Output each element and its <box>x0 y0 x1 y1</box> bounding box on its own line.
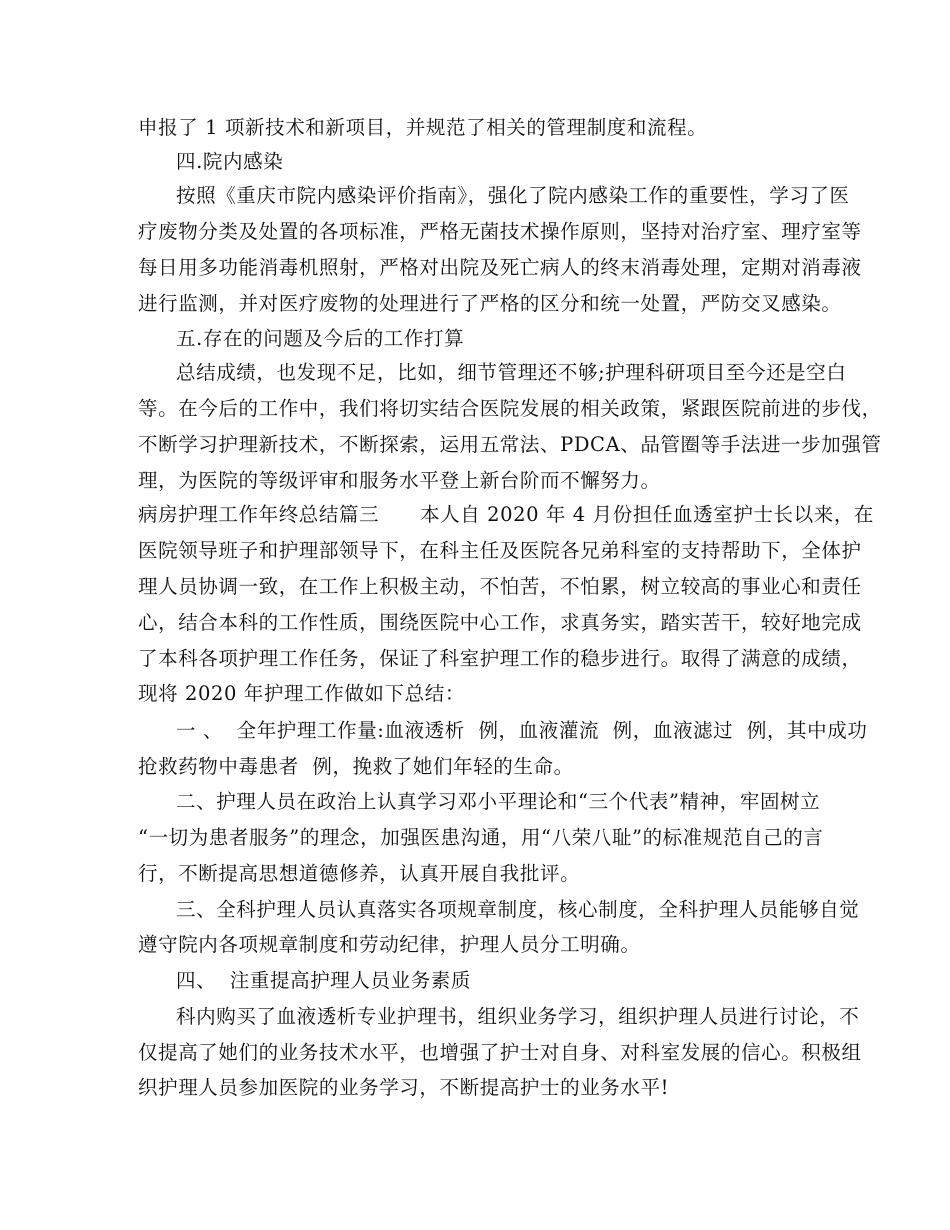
text-line: 遵守院内各项规章制度和劳动纪律，护理人员分工明确。 <box>138 933 641 956</box>
text-line: 二、护理人员在政治上认真学习邓小平理论和“三个代表”精神，牢固树立 <box>176 790 821 813</box>
section-heading: 四.院内感染 <box>176 150 284 173</box>
text-line: “一切为患者服务”的理念，加强医患沟通，用“八荣八耻”的标准规范自己的言 <box>138 826 824 849</box>
text-line: 仅提高了她们的业务技术水平，也增强了护士对自身、对科室发展的信心。积极组 <box>138 1041 862 1064</box>
section-heading: 四、 注重提高护理人员业务素质 <box>176 969 471 992</box>
text-line: 申报了 1 项新技术和新项目，并规范了相关的管理制度和流程。 <box>138 116 708 139</box>
text-line: 按照《重庆市院内感染评价指南》，强化了院内感染工作的重要性，学习了医 <box>176 184 850 207</box>
text-line: 不断学习护理新技术，不断探索，运用五常法、PDCA、品管圈等手法进一步加强管 <box>138 433 882 456</box>
text-line: 抢救药物中毒患者 例，挽救了她们年轻的生命。 <box>138 755 574 778</box>
text-line: 心，结合本科的工作性质，围绕医院中心工作，求真务实，踏实苦干，较好地完成 <box>138 611 862 634</box>
text-line: 现将 2020 年护理工作做如下总结： <box>138 682 465 705</box>
text-line: 医院领导班子和护理部领导下，在科主任及医院各兄弟科室的支持帮助下，全体护 <box>138 539 862 562</box>
text-line: 疗废物分类及处置的各项标准，严格无菌技术操作原则，坚持对治疗室、理疗室等 <box>138 220 862 243</box>
text-line: 等。在今后的工作中，我们将切实结合医院发展的相关政策，紧跟医院前进的步伐， <box>138 397 882 420</box>
text-line: 总结成绩，也发现不足，比如，细节管理还不够;护理科研项目至今还是空白 <box>176 361 847 384</box>
text-line: 科内购买了血液透析专业护理书，组织业务学习，组织护理人员进行讨论，不 <box>176 1005 860 1028</box>
text-line: 织护理人员参加医院的业务学习，不断提高护士的业务水平! <box>138 1076 670 1099</box>
section-heading: 五.存在的问题及今后的工作打算 <box>176 327 465 350</box>
text-line: 一 、 全年护理工作量:血液透析 例，血液灌流 例，血液滤过 例，其中成功 <box>176 719 868 742</box>
text-line: 了本科各项护理工作任务，保证了科室护理工作的稳步进行。取得了满意的成绩， <box>138 647 862 670</box>
text-line: 每日用多功能消毒机照射，严格对出院及死亡病人的终末消毒处理，定期对消毒液 <box>138 256 862 279</box>
text-line: 理人员协调一致，在工作上积极主动，不怕苦，不怕累，树立较高的事业心和责任 <box>138 575 862 598</box>
text-line: 理，为医院的等级评审和服务水平登上新台阶而不懈努力。 <box>138 469 661 492</box>
text-line: 进行监测，并对医疗废物的处理进行了严格的区分和统一处置，严防交叉感染。 <box>138 292 842 315</box>
text-line: 病房护理工作年终总结篇三 本人自 2020 年 4 月份担任血透室护士长以来，在 <box>138 503 875 526</box>
text-line: 行，不断提高思想道德修养，认真开展自我批评。 <box>138 862 581 885</box>
text-line: 三、全科护理人员认真落实各项规章制度，核心制度，全科护理人员能够自觉 <box>176 898 860 921</box>
